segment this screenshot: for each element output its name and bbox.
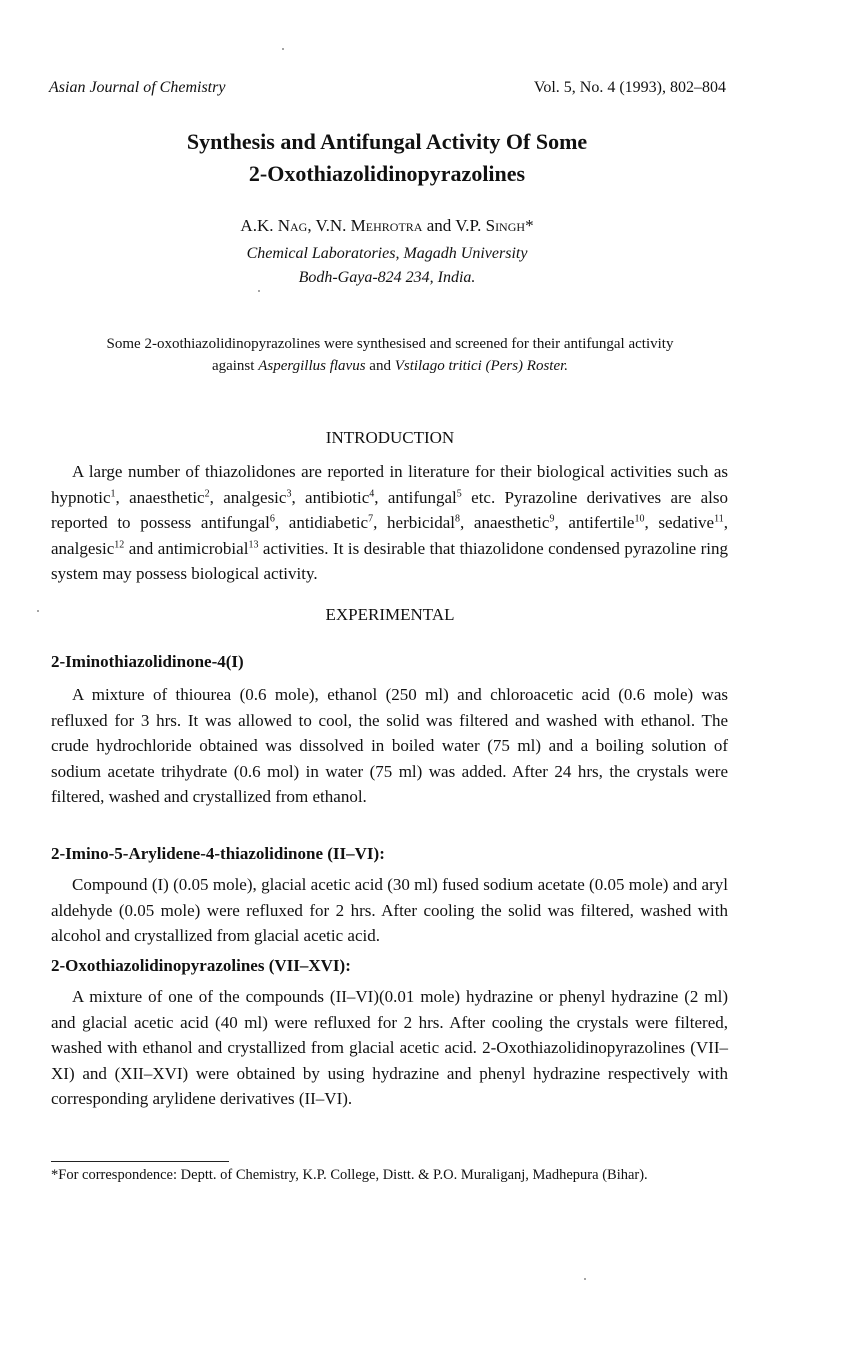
affiliation-line-2: Bodh-Gaya-824 234, India. bbox=[298, 269, 476, 286]
scan-speck bbox=[258, 290, 260, 292]
intro-text: , analgesic bbox=[51, 513, 728, 558]
ref-11: 11 bbox=[714, 513, 724, 525]
paragraph-text: A mixture of thiourea (0.6 mole), ethanol (250 ml) and chloroacetic acid (0.6 mole) was refluxed for 3 hrs. It was allowed to cool, the solid was filtered and washed with ethanol. The crude hydrochloride obtained was dissolved in boiled water (75 ml) and a boiling solution of sodium acetate trihydrate (0.6 mol) in water (75 ml) was added. After 24 hrs, the crystals were filtered, washed and crystallized from ethanol. bbox=[51, 685, 728, 806]
intro-text: , anaesthetic bbox=[460, 513, 550, 532]
author-2-initials: , V.N. bbox=[307, 216, 351, 235]
section-heading-oxothiazolidinopyrazolines: 2-Oxothiazolidinopyrazolines (VII–XVI): bbox=[51, 956, 351, 975]
journal-name: Asian Journal of Chemistry bbox=[49, 79, 226, 96]
section-paragraph-arylidene bbox=[51, 872, 728, 949]
section-heading-iminothiazolidinone: 2-Iminothiazolidinone-4(I) bbox=[51, 652, 244, 671]
ref-1: 1 bbox=[110, 487, 116, 499]
section-paragraph-iminothiazolidinone bbox=[51, 682, 728, 810]
ref-8: 8 bbox=[455, 513, 460, 525]
intro-text: , antifertile bbox=[554, 513, 635, 532]
footnote-text: Deptt. of Chemistry, K.P. College, Distt. & P.O. Muraliganj, Madhepura (Bihar). bbox=[177, 1167, 648, 1183]
abstract-and: and bbox=[365, 358, 395, 374]
ref-5: 5 bbox=[456, 487, 462, 499]
article-title bbox=[0, 126, 774, 190]
paragraph-text: Compound (I) (0.05 mole), glacial acetic acid (30 ml) fused sodium acetate (0.05 mole) and aryl aldehyde (0.05 mole) were refluxed for 2 hrs. After cooling the solid was filtered, washed with alcohol and crystallized from glacial acetic acid. bbox=[51, 875, 728, 945]
intro-text: , antibiotic bbox=[291, 487, 370, 507]
affiliation-line-1: Chemical Laboratories, Magadh University bbox=[246, 245, 528, 262]
author-3-initials: and V.P. bbox=[422, 216, 486, 235]
abstract-text: Some 2-oxothiazolidinopyrazolines were synthesised and screened for their antifungal activity against bbox=[106, 336, 674, 374]
intro-text: etc. Pyrazoline derivatives are also reported to possess antifungal bbox=[51, 487, 729, 532]
ref-10: 10 bbox=[634, 513, 645, 525]
footnote bbox=[51, 1164, 728, 1186]
intro-text: and antimicrobial bbox=[124, 538, 249, 558]
intro-text: , antifungal bbox=[374, 487, 457, 507]
ref-3: 3 bbox=[286, 487, 292, 499]
organism-2: Vstilago tritici (Pers) Roster. bbox=[394, 358, 569, 374]
intro-text: , herbicidal bbox=[373, 513, 455, 532]
section-paragraph-oxothiazolidinopyrazolines bbox=[51, 984, 728, 1112]
ref-6: 6 bbox=[269, 513, 275, 525]
scan-speck bbox=[37, 610, 39, 612]
correspondence-mark: * bbox=[525, 216, 534, 235]
intro-text: , analgesic bbox=[209, 487, 287, 507]
intro-text: , anaesthetic bbox=[115, 487, 205, 507]
ref-4: 4 bbox=[369, 487, 375, 499]
title-line-1: Synthesis and Antifungal Activity Of Some bbox=[186, 129, 588, 154]
scan-speck bbox=[282, 48, 284, 50]
organism-1: Aspergillus flavus bbox=[258, 358, 366, 374]
experimental-heading: EXPERIMENTAL bbox=[325, 605, 455, 624]
ref-9: 9 bbox=[549, 513, 555, 525]
citation: Vol. 5, No. 4 (1993), 802–804 bbox=[533, 79, 726, 96]
section-heading-arylidene: 2-Imino-5-Arylidene-4-thiazolidinone (II–VI): bbox=[51, 844, 385, 863]
author-3-surname: Singh bbox=[485, 216, 526, 235]
paragraph-text: A mixture of one of the compounds (II–VI)(0.01 mole) hydrazine or phenyl hydrazine (2 ml) and glacial acetic acid (40 ml) were refluxed for 2 hrs. After cooling the crystals were filtered, washed with ethanol and crystallized from glacial acetic acid. 2-Oxothiazolidinopyrazolines (VII–XI) and (XII–XVI) were obtained by using hydrazine and phenyl hydrazine respectively with corresponding arylidene derivatives (II–VI). bbox=[51, 987, 728, 1108]
author-1-initials: A.K. bbox=[240, 216, 278, 235]
ref-13: 13 bbox=[248, 538, 259, 550]
abstract bbox=[100, 333, 680, 377]
author-list bbox=[0, 215, 774, 237]
introduction-paragraph bbox=[51, 459, 728, 587]
intro-text: activities. It is desirable that thiazolidone condensed pyrazoline ring system may possess biological activity. bbox=[51, 538, 728, 583]
introduction-heading: INTRODUCTION bbox=[325, 428, 455, 447]
author-1-surname: Nag bbox=[277, 216, 308, 235]
ref-7: 7 bbox=[368, 513, 374, 525]
ref-2: 2 bbox=[204, 487, 210, 499]
scan-speck bbox=[584, 1278, 586, 1280]
intro-text: A large number of thiazolidones are reported in literature for their biological activities such as hypnotic bbox=[51, 462, 728, 507]
title-line-2: 2-Oxothiazolidinopyrazolines bbox=[248, 161, 526, 186]
intro-text: , antidiabetic bbox=[274, 513, 369, 532]
intro-text: , sedative bbox=[644, 513, 715, 532]
ref-12: 12 bbox=[114, 538, 125, 550]
footnote-label: *For correspondence: bbox=[51, 1167, 178, 1183]
footnote-rule bbox=[51, 1161, 229, 1162]
author-2-surname: Mehrotra bbox=[350, 216, 423, 235]
